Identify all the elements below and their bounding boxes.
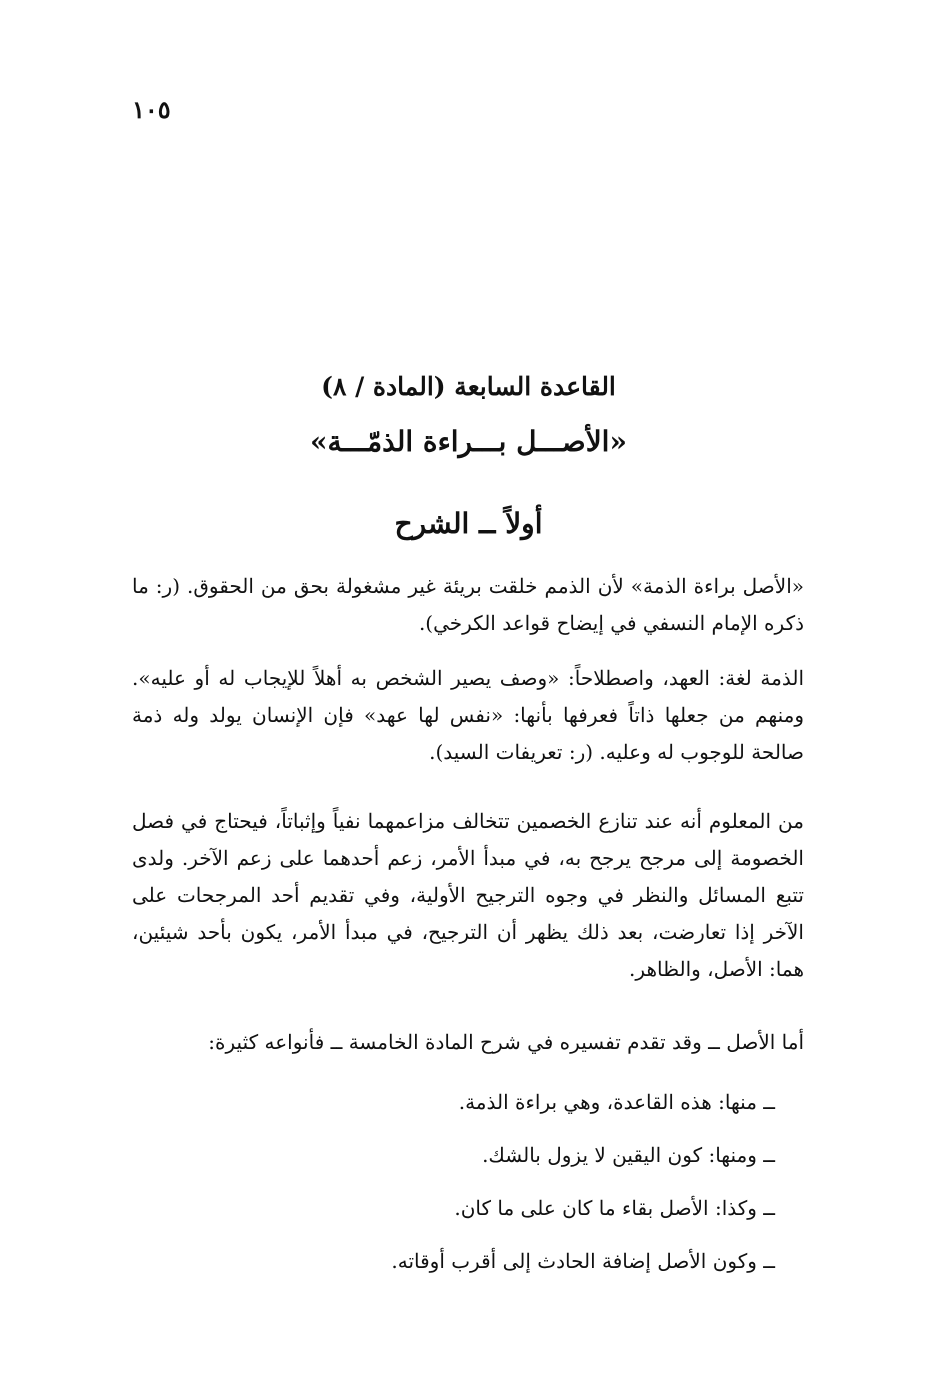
paragraph-definition: «الأصل براءة الذمة» لأن الذمم خلقت بريئة غير مشغولة بحق من الحقوق. (ر: ما ذكره الإمام النسفي في إيضاح قواعد الكرخي).: [132, 574, 804, 635]
section-heading: أولاً ــ الشرح: [394, 507, 543, 540]
chapter-subtitle: «الأصـــل بـــراءة الذمّـــة»: [310, 425, 627, 458]
chapter-title: القاعدة السابعة (المادة / ٨): [321, 372, 616, 401]
list-item: ــ وكذا: الأصل بقاء ما كان على ما كان.: [454, 1196, 775, 1220]
list-item: ــ منها: هذه القاعدة، وهي براءة الذمة.: [458, 1090, 775, 1114]
list-item: ــ ومنها: كون اليقين لا يزول بالشك.: [482, 1143, 775, 1167]
paragraph-dhimma-meaning: الذمة لغة: العهد، واصطلاحاً: «وصف يصير الشخص به أهلاً للإيجاب له أو عليه». ومنهم من جعلها ذاتاً فعرفها بأنها: «نفس لها عهد» فإن الإنسان يولد وله ذمة صالحة للوجوب له وعليه. (ر: تعريفات السيد).: [132, 666, 804, 764]
paragraph-types-intro: أما الأصل ــ وقد تقدم تفسيره في شرح المادة الخامسة ــ فأنواعه كثيرة:: [208, 1030, 804, 1054]
types-list: [135, 1084, 775, 1296]
list-item: ــ وكون الأصل إضافة الحادث إلى أقرب أوقاته.: [391, 1249, 775, 1273]
page-number: ١٠٥: [132, 95, 171, 124]
paragraph-preference: من المعلوم أنه عند تنازع الخصمين تتخالف مزاعمهما نفياً وإثباتاً، فيحتاج في فصل الخصومة إلى مرجح يرجح به، في مبدأ الأمر، زعم أحدهما على زعم الآخر. ولدى تتبع المسائل والنظر في وجوه الترجيح الأولية، وفي تقديم أحد المرجحات على الآخر إذا تعارضت، بعد ذلك يظهر أن الترجيح، في مبدأ الأمر، يكون بأحد شيئين، هما: الأصل، والظاهر.: [132, 809, 804, 981]
